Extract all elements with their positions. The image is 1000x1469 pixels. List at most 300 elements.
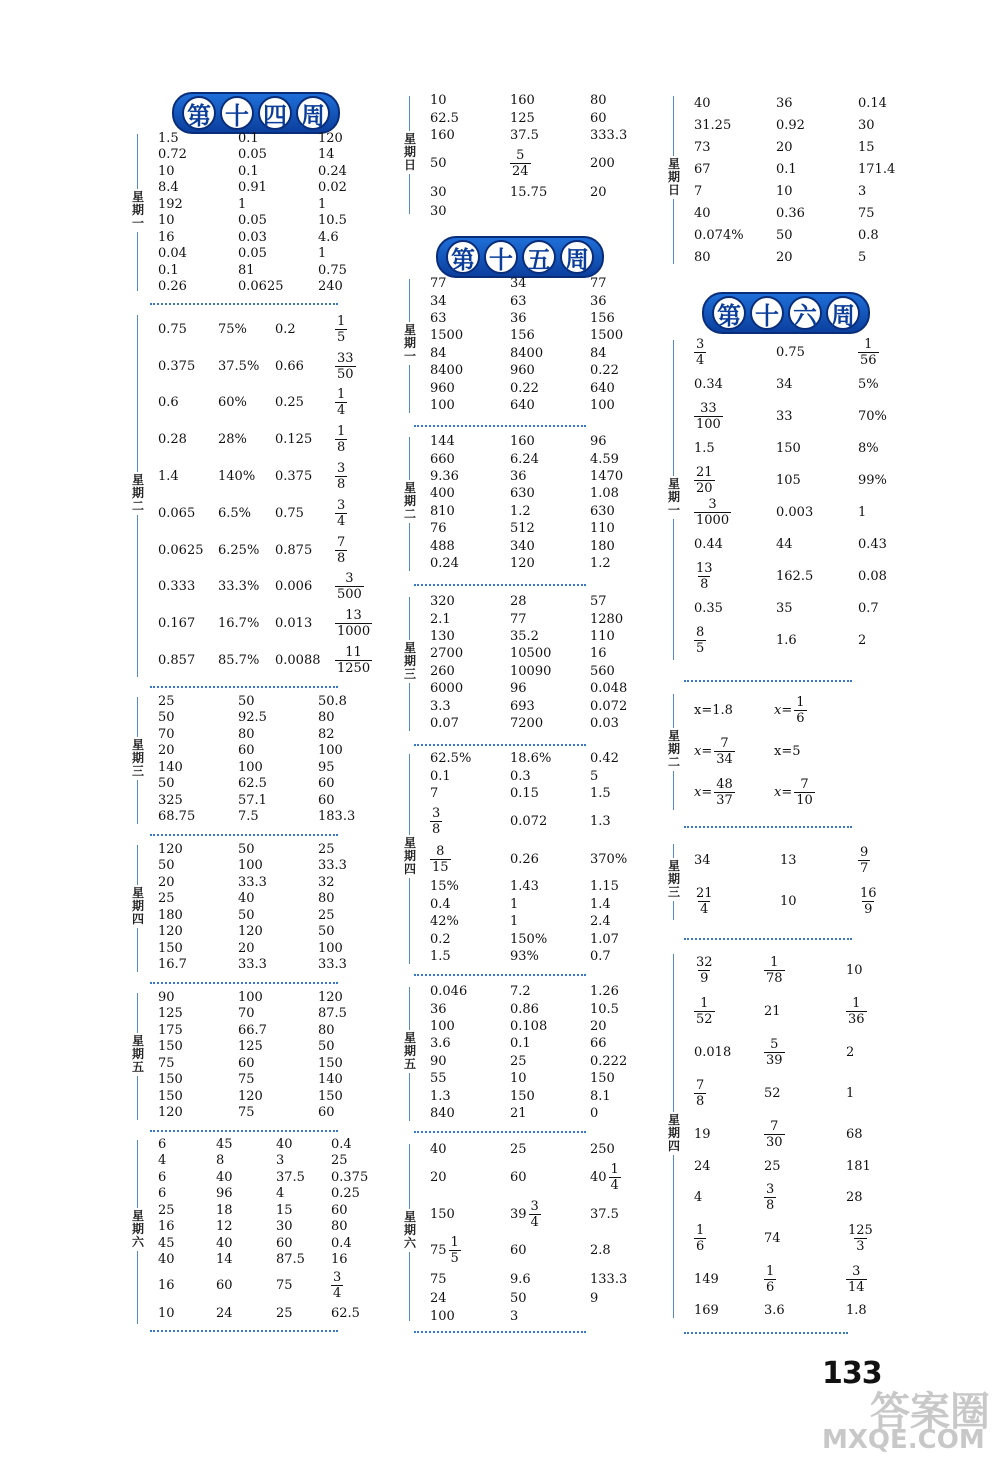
answer-cell: [510, 646, 590, 661]
answer-value: x=1.8: [694, 703, 733, 718]
answer-cell: [158, 579, 218, 594]
fraction-numerator: 1: [696, 1222, 705, 1238]
answer-cell: [430, 1272, 510, 1287]
fraction: [794, 695, 806, 726]
day-label-wed: [400, 593, 422, 735]
day-label-char: 期: [403, 849, 416, 863]
day-label-text: [665, 1112, 683, 1155]
separator: [414, 425, 586, 427]
fraction: [764, 1182, 776, 1213]
answer-row: [158, 710, 378, 727]
fraction: [694, 1223, 706, 1254]
answer-value: 5: [590, 768, 599, 784]
answer-value: 45: [216, 1136, 233, 1152]
answer-row: [158, 989, 378, 1006]
answer-value: 240: [318, 279, 343, 295]
answer-row: [694, 92, 918, 114]
answer-row: [158, 1072, 378, 1089]
fraction-denominator: 4: [337, 513, 346, 529]
answer-rows: [158, 989, 378, 1121]
answer-cell: [776, 409, 858, 424]
answer-value: 10: [510, 1071, 527, 1087]
answer-cell: [590, 556, 650, 571]
answer-value: 63: [430, 310, 447, 326]
answer-cell: [430, 1071, 510, 1086]
answer-cell: [590, 328, 650, 343]
answer-cell: [764, 1182, 846, 1213]
answer-value: 100: [590, 397, 615, 413]
answer-value: 37.5: [590, 1206, 619, 1222]
answer-cell: [590, 932, 650, 947]
answer-cell: [846, 1264, 906, 1295]
answer-cell: [318, 279, 378, 294]
answer-cell: [318, 760, 378, 775]
answer-value: 1.5: [590, 785, 611, 801]
day-label-char: 期: [403, 654, 416, 668]
answer-value: 133.3: [590, 1271, 628, 1287]
equation-prefix: x=: [694, 785, 713, 800]
answer-value: 7.5: [238, 809, 259, 825]
answer-row: [430, 983, 650, 1000]
answer-row: [430, 310, 650, 327]
answer-value: 175: [158, 1022, 183, 1038]
fraction: [794, 777, 815, 808]
answer-cell: [275, 322, 335, 337]
day-label-char: 星: [131, 473, 144, 487]
answer-value: 37.5: [510, 128, 539, 144]
answer-value: 35.2: [510, 628, 539, 644]
answer-value: 150: [590, 1071, 615, 1087]
day-label-char: 星: [667, 477, 680, 491]
answer-row: [158, 147, 378, 164]
answer-value: 40: [276, 1136, 293, 1152]
answer-cell: [590, 681, 650, 696]
answer-row: [158, 1088, 378, 1105]
answer-cell: [590, 1272, 650, 1287]
answer-cell: [694, 250, 776, 265]
answer-value: 160: [510, 434, 535, 450]
answer-value: 1: [238, 196, 247, 212]
answer-cell: [238, 197, 318, 212]
answer-value: 10: [776, 183, 793, 199]
answer-value: 96: [216, 1186, 233, 1202]
answer-row: [158, 957, 378, 974]
answer-row: [158, 180, 378, 197]
answer-cell: [776, 505, 858, 520]
answer-cell: [335, 535, 375, 566]
answer-row: [158, 421, 375, 458]
answer-value: 120: [238, 1088, 263, 1104]
answer-row: [430, 1307, 650, 1324]
answer-value: 0.046: [430, 984, 468, 1000]
day-label-char: 星: [667, 859, 680, 873]
answer-cell: [694, 853, 780, 868]
answer-cell: [510, 486, 590, 501]
week-title-char: 周: [826, 296, 860, 330]
answer-row: [430, 345, 650, 362]
answer-value: 150: [510, 1088, 535, 1104]
fraction-answer: [335, 608, 372, 639]
answer-cell: [764, 1004, 846, 1019]
answer-value: 110: [590, 628, 615, 644]
answer-cell: [590, 1207, 650, 1222]
answer-row: [158, 1055, 378, 1072]
answer-value: 370%: [590, 851, 628, 867]
answer-row: [158, 311, 375, 348]
fraction-answer: [694, 337, 706, 368]
answer-value: 1.07: [590, 931, 619, 947]
fraction-denominator: 4: [700, 902, 709, 917]
answer-row: [694, 528, 918, 560]
answer-cell: [318, 1056, 378, 1071]
answer-cell: [158, 147, 238, 162]
week-16-title: [702, 292, 870, 334]
day-label-text: [665, 858, 683, 901]
answer-cell: [846, 1159, 906, 1174]
answer-cell: [216, 1137, 276, 1152]
answer-cell: [218, 322, 275, 337]
answer-cell: [430, 539, 510, 554]
answer-cell: [158, 359, 218, 374]
answer-value: 0.3: [510, 768, 531, 784]
answer-value: 28: [846, 1189, 863, 1205]
answer-row: [430, 468, 650, 485]
answer-cell: [276, 1236, 331, 1251]
answer-cell: [318, 990, 378, 1005]
col3-thursday: [664, 950, 904, 1322]
answer-cell: [510, 949, 590, 964]
answer-row: [430, 1158, 650, 1196]
answer-cell: [276, 1219, 331, 1234]
answer-value: 149: [694, 1271, 719, 1287]
answer-row: [158, 726, 378, 743]
answer-value: 630: [590, 503, 615, 519]
answer-value: 1: [846, 1086, 855, 1101]
answer-row: [158, 1219, 381, 1236]
answer-cell: [590, 1243, 650, 1258]
answer-cell: [430, 363, 510, 378]
answer-value: 80: [238, 726, 255, 742]
day-label-text: [401, 1030, 419, 1073]
answer-value: 120: [158, 841, 183, 857]
answer-value: 120: [318, 130, 343, 146]
answer-cell: [158, 891, 238, 906]
answer-value: 0.25: [275, 395, 304, 411]
answer-value: 1500: [590, 328, 624, 344]
answer-value: 1.15: [590, 879, 619, 895]
fraction: [694, 625, 706, 656]
answer-row: [158, 743, 378, 760]
answer-cell: [318, 180, 378, 195]
day-label-char: 五: [403, 1057, 416, 1071]
answer-row: [158, 1136, 381, 1153]
answer-value: 21: [510, 1105, 527, 1121]
answer-rows: [158, 841, 378, 973]
answer-cell: [590, 521, 650, 536]
fraction-numerator: 3: [708, 496, 717, 512]
answer-cell: [858, 377, 918, 392]
answer-row: [694, 464, 918, 496]
answer-cell: [846, 1045, 906, 1060]
answer-value: 1: [510, 896, 519, 912]
answer-cell: [510, 294, 590, 309]
fraction: [714, 777, 735, 808]
answer-cell: [776, 345, 858, 360]
answer-value: 0.44: [694, 536, 723, 552]
answer-cell: [590, 156, 650, 171]
answer-cell: [510, 594, 590, 609]
answer-value: 3: [510, 1308, 519, 1324]
answer-cell: [590, 984, 650, 999]
fraction-denominator: 9: [864, 902, 873, 917]
fraction-denominator: 500: [337, 587, 362, 603]
answer-value: 34: [776, 376, 793, 392]
answer-cell: [510, 897, 590, 912]
answer-cell: [238, 1023, 318, 1038]
answer-row: [158, 759, 378, 776]
fraction-answer: [335, 535, 347, 566]
answer-cell: [776, 184, 858, 199]
answer-cell: [694, 955, 764, 986]
answer-cell: [858, 228, 918, 243]
answer-value: 15.75: [510, 185, 548, 200]
answer-cell: [158, 653, 218, 668]
answer-value: 45: [158, 1235, 175, 1251]
answer-row: [158, 569, 375, 606]
answer-row: [430, 1268, 650, 1290]
answer-cell: [430, 1089, 510, 1104]
answer-cell: [218, 616, 275, 631]
answer-value: 100: [430, 1018, 455, 1034]
fraction-answer: [335, 387, 347, 418]
answer-cell: [318, 842, 378, 857]
answer-cell: [276, 1170, 331, 1185]
answer-cell: [216, 1170, 276, 1185]
fraction-numerator: 48: [716, 777, 733, 792]
answer-value: 810: [430, 503, 455, 519]
answer-cell: [335, 424, 375, 455]
answer-row: [158, 1169, 381, 1186]
answer-cell: [590, 434, 650, 449]
answer-cell: [430, 521, 510, 536]
week-14-title: [172, 92, 340, 134]
fraction-answer: [858, 337, 879, 368]
answer-value: 20: [590, 1018, 607, 1034]
answer-row: [158, 262, 378, 279]
fraction-denominator: 24: [512, 164, 529, 179]
answer-cell: [430, 984, 510, 999]
answer-cell: [846, 1190, 906, 1205]
answer-cell: [275, 432, 335, 447]
answer-rows: [430, 92, 650, 221]
fraction-numerator: 7: [770, 1119, 779, 1134]
answer-value: 630: [510, 486, 535, 502]
answer-row: [430, 948, 650, 965]
answer-cell: [275, 359, 335, 374]
separator: [150, 686, 338, 688]
answer-cell: [430, 1142, 510, 1157]
answer-cell: [238, 891, 318, 906]
answer-cell: [430, 914, 510, 929]
answer-value: 6: [158, 1186, 167, 1202]
answer-value: 150: [318, 1088, 343, 1104]
answer-value: 50: [238, 693, 255, 709]
answer-cell: [276, 1252, 331, 1267]
answer-cell: [318, 1089, 378, 1104]
answer-value: 37.5%: [218, 358, 260, 374]
answer-cell: [510, 1071, 590, 1086]
fraction-denominator: 8: [337, 477, 346, 493]
answer-row: [694, 731, 854, 772]
answer-cell: [158, 131, 238, 146]
answer-value: 75: [238, 1072, 255, 1088]
fraction: [846, 1264, 867, 1295]
fraction-whole: 75: [430, 1242, 447, 1258]
answer-cell: [238, 710, 318, 725]
answer-cell: [430, 699, 510, 714]
day-label-char: 日: [667, 183, 680, 197]
day-label-char: 四: [131, 911, 144, 926]
answer-cell: [430, 1170, 510, 1185]
answer-value: 488: [430, 538, 455, 554]
answer-cell: [158, 213, 238, 228]
answer-value: 60: [238, 743, 255, 759]
answer-row: [694, 950, 906, 991]
answer-cell: [335, 387, 375, 418]
answer-row: [694, 432, 918, 464]
answer-cell: [694, 1159, 764, 1174]
fraction-numerator: 33: [700, 400, 717, 416]
answer-value: 77: [590, 276, 607, 292]
answer-cell: [430, 346, 510, 361]
answer-value: 0.8: [858, 227, 879, 243]
answer-value: 2700: [430, 646, 464, 662]
equation-prefix: x=: [774, 785, 793, 800]
answer-value: 0.72: [158, 147, 187, 163]
answer-cell: [430, 1106, 510, 1121]
answer-row: [430, 555, 650, 572]
answer-value: 0.006: [275, 579, 313, 595]
answer-cell: [238, 694, 318, 709]
answer-cell: [846, 1127, 906, 1142]
answer-cell: [858, 537, 918, 552]
fraction-denominator: 8: [696, 1094, 705, 1109]
answer-row: [158, 858, 378, 875]
answer-row: [430, 1290, 650, 1307]
answer-cell: [510, 1243, 590, 1258]
day-label-char: 星: [131, 1209, 144, 1223]
answer-value: 150: [158, 1072, 183, 1088]
answer-cell: [238, 875, 318, 890]
answer-cell: [430, 716, 510, 731]
answer-value: 62.5%: [430, 751, 472, 767]
answer-cell: [218, 395, 275, 410]
answer-value: 0.1: [238, 163, 259, 179]
fraction-answer: [694, 736, 735, 767]
answer-value: 20: [590, 185, 607, 200]
answer-cell: [694, 996, 764, 1027]
day-label-mon: [400, 275, 422, 417]
answer-cell: [218, 469, 275, 484]
fraction-denominator: 37: [716, 793, 733, 808]
day-label-char: 四: [403, 862, 416, 876]
answer-value: 36: [430, 1001, 447, 1017]
answer-cell: [238, 743, 318, 758]
answer-value: 100: [430, 1308, 455, 1324]
answer-value: 162.5: [776, 568, 814, 584]
day-label-tue: [400, 433, 422, 575]
answer-value: 8: [216, 1153, 225, 1169]
separator: [414, 1131, 586, 1133]
answer-cell: [590, 897, 650, 912]
answer-cell: [430, 486, 510, 501]
answer-row: [694, 1177, 906, 1217]
answer-row: [430, 92, 650, 110]
answer-value: 14: [216, 1252, 233, 1268]
answer-cell: [158, 1203, 216, 1218]
answer-cell: [158, 908, 238, 923]
fraction-numerator: 21: [696, 886, 713, 901]
week-title-char: 十: [484, 240, 518, 274]
answer-value: 183.3: [318, 809, 356, 825]
answer-value: 14: [318, 147, 335, 163]
answer-cell: [764, 1264, 846, 1295]
answer-value: 0.1: [238, 130, 259, 146]
answer-value: 130: [430, 628, 455, 644]
answer-cell: [590, 612, 650, 627]
answer-cell: [510, 504, 590, 519]
answer-value: 260: [430, 663, 455, 679]
answer-cell: [158, 506, 218, 521]
answer-cell: [774, 744, 854, 759]
answer-row: [430, 327, 650, 344]
answer-row: [158, 1022, 378, 1039]
answer-cell: [510, 398, 590, 413]
answer-cell: [510, 1272, 590, 1287]
answer-value: 9: [590, 1291, 599, 1307]
col1-friday: [128, 989, 368, 1124]
answer-row: [694, 1114, 906, 1155]
col1-thursday: [128, 841, 368, 976]
answer-cell: [590, 699, 650, 714]
fraction-answer: [335, 351, 356, 382]
answer-value: 0.018: [694, 1045, 732, 1060]
fraction-answer: [846, 1223, 875, 1254]
equation-prefix: x=: [774, 703, 793, 718]
answer-value: 60: [318, 776, 335, 792]
answer-value: 30: [430, 204, 447, 219]
answer-cell: [764, 1159, 846, 1174]
answer-value: 180: [158, 907, 183, 923]
answer-row: [430, 503, 650, 520]
fraction-whole: 39: [510, 1206, 527, 1222]
fraction-numerator: 1: [450, 1234, 459, 1250]
fraction: [335, 571, 364, 602]
answer-value: 10500: [510, 646, 552, 662]
answer-cell: [430, 681, 510, 696]
answer-value: 66: [590, 1036, 607, 1052]
answer-value: 74: [764, 1230, 781, 1246]
answer-cell: [510, 814, 590, 829]
answer-cell: [238, 1039, 318, 1054]
answer-cell: [238, 1006, 318, 1021]
answer-cell: [776, 118, 858, 133]
answer-cell: [858, 601, 918, 616]
answer-cell: [510, 1291, 590, 1306]
answer-value: 120: [318, 989, 343, 1005]
answer-value: 90: [158, 989, 175, 1005]
answer-value: 50: [318, 1039, 335, 1055]
